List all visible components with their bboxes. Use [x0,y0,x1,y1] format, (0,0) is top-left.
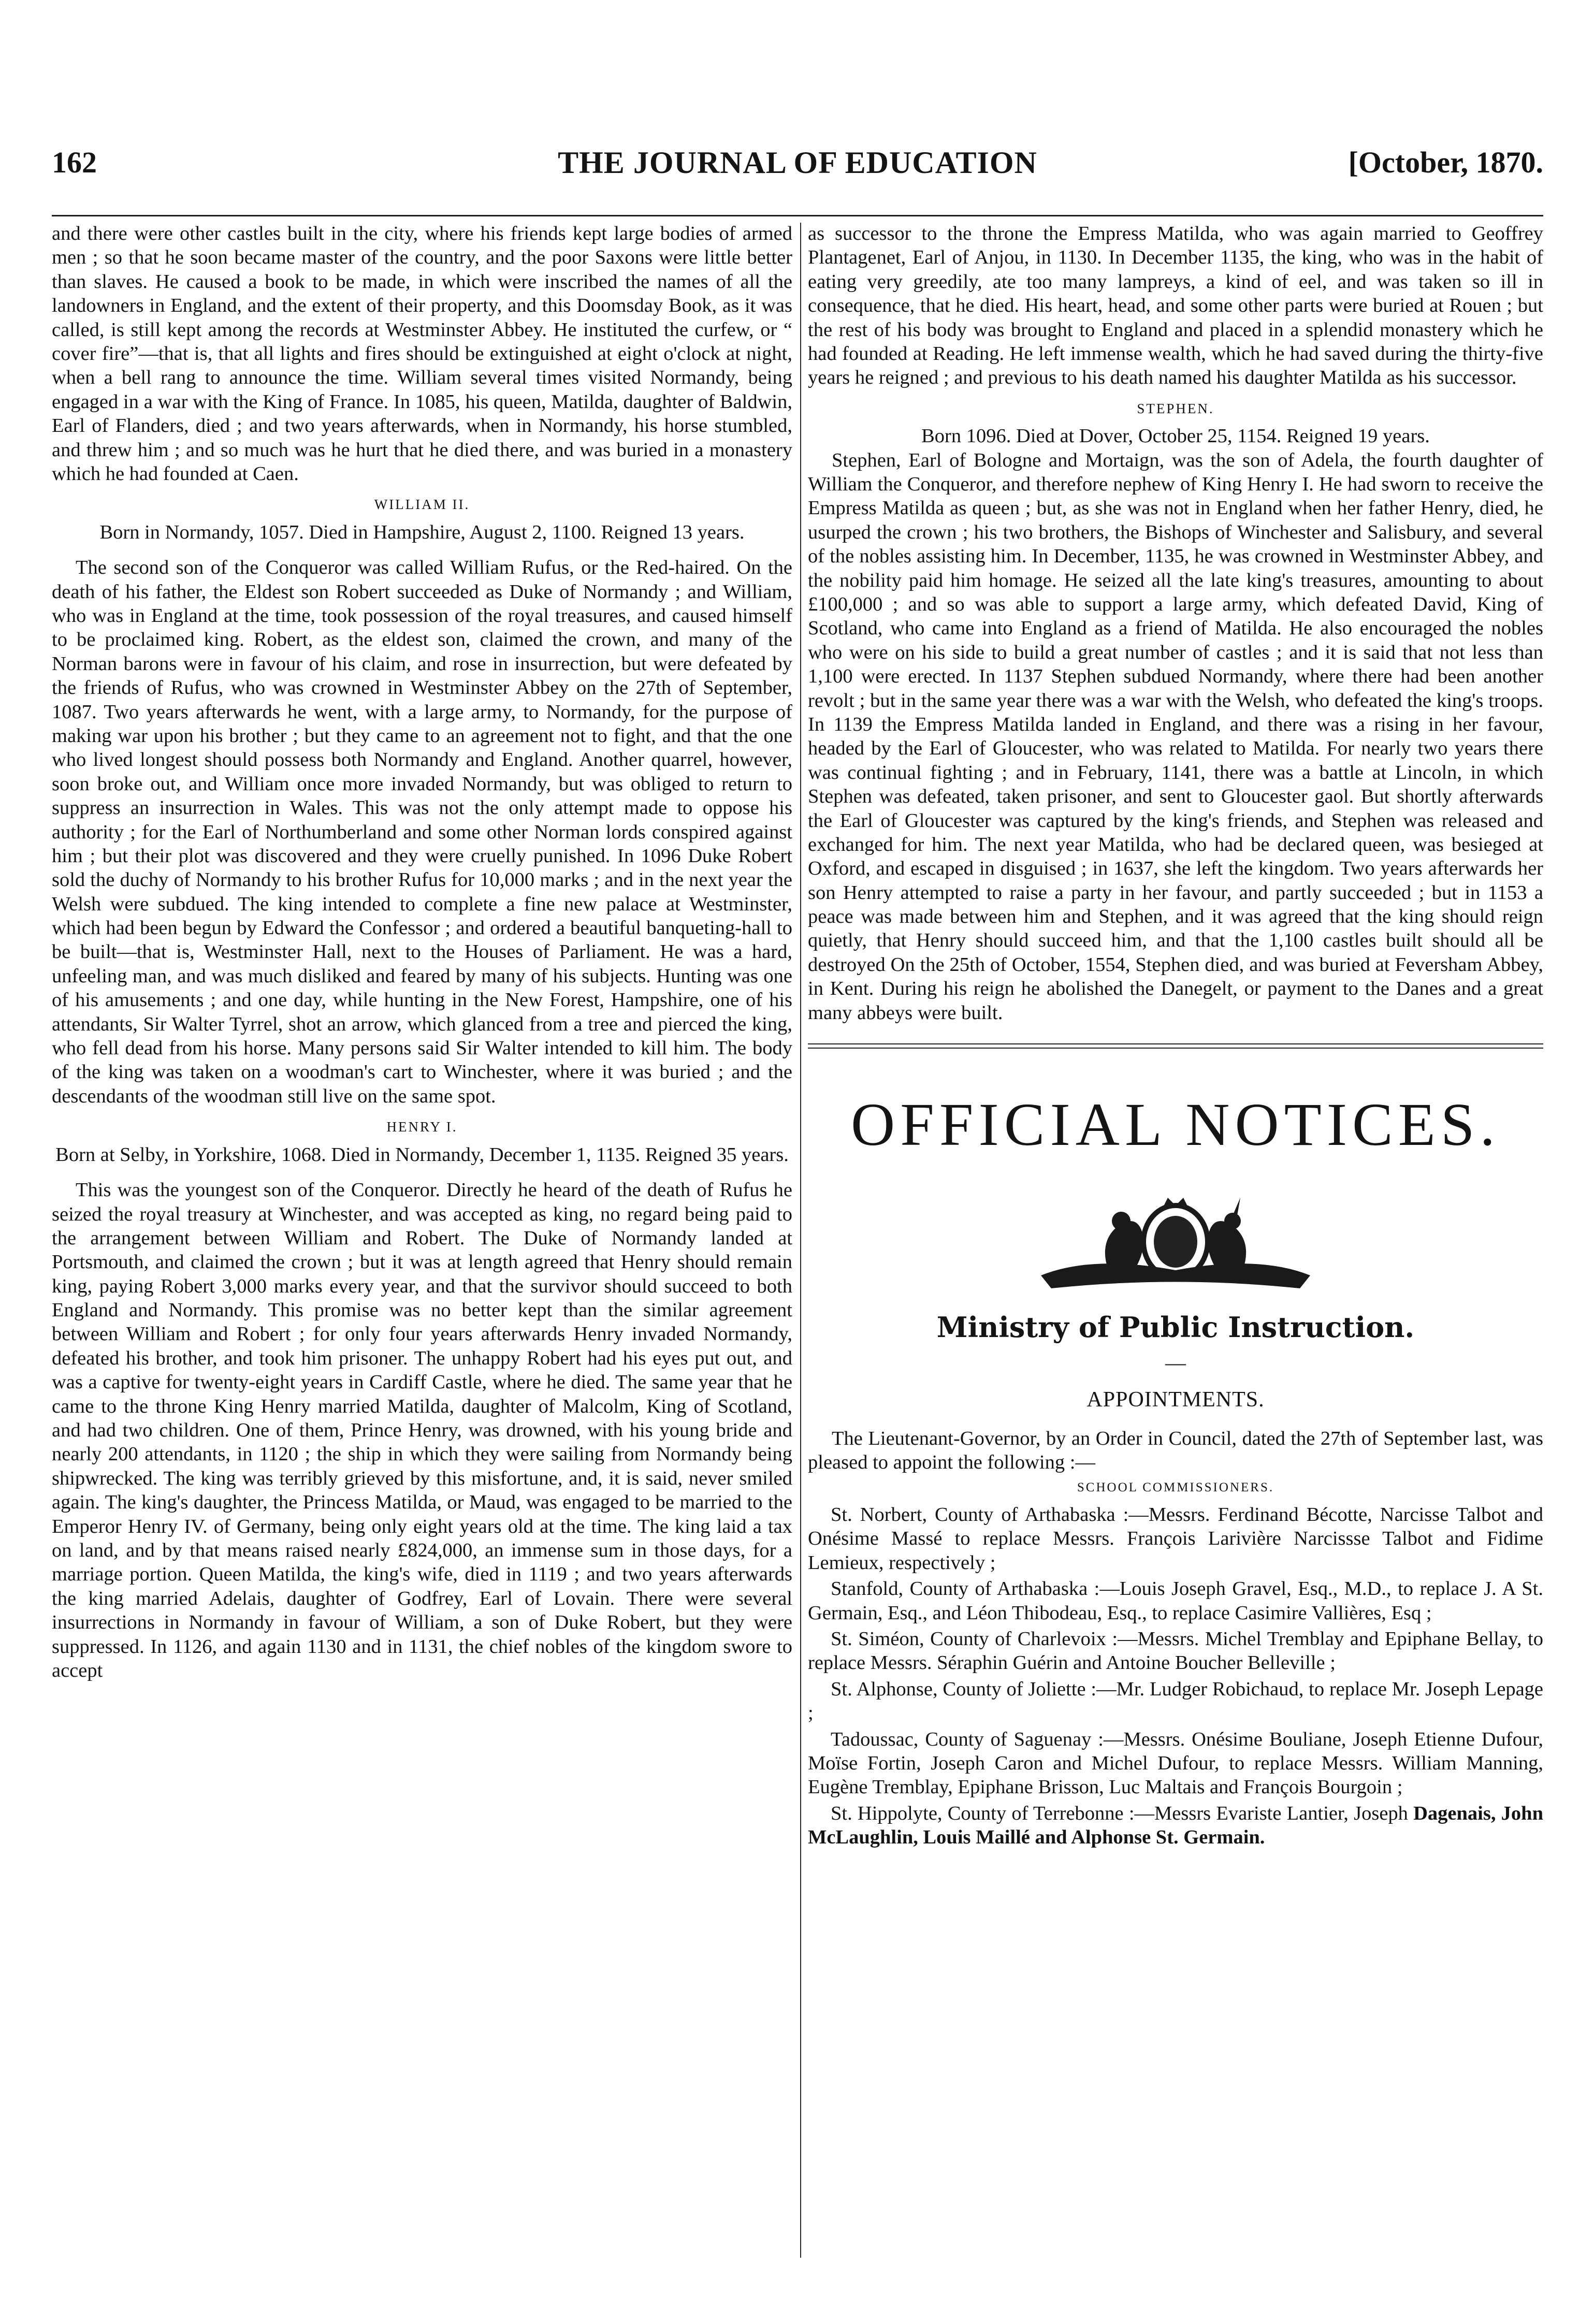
journal-title: THE JOURNAL OF EDUCATION [558,146,1037,180]
paragraph-william-ii: The second son of the Conqueror was called William Rufus, or the Red-haired. On the death of his father, the Eldest son Robert succeeded as Duke of Normandy ; and William, who was in England at the time, took possession of the royal treasures, and caused himself to be proclaimed king. Robert, as the eldest son, claimed the crown, and many of the Norman barons were in favour of his claim, and rose in insurrection, but were defeated by the friends of Rufus, who was crowned in Westminster Abbey on the 27th of September, 1087. Two years afterwards he went, with a large army, to Normandy, for the purpose of making war upon his brother ; but they came to an agreement not to fight, and that the one who lived longest should possess both Normandy and England. Another quarrel, however, soon broke out, and William once more invaded Normandy, but was obliged to return to suppress an insurrection in Wales. This was not the only attempt made to oppose his authority ; for the Earl of Northumberland and some other Norman lords conspired against him ; but their plot was discovered and they were cruelly punished. In 1096 Duke Robert sold the duchy of Normandy to his brother Rufus for 10,000 marks ; and in the next year the Welsh were subdued. The king intended to complete a fine new palace at Westminster, which had been begun by Edward the Confessor ; and ordered a beautiful banqueting-hall to be built—that is, Westminster Hall, next to the Houses of Parliament. He was a hard, unfeeling man, and was much disliked and feared by many of his subjects. Hunting was one of his amusements ; and one day, while hunting in the New Forest, Hampshire, one of his attendants, Sir Walter Tyrrel, shot an arrow, which glanced from a tree and pierced the king, who fell dead from his horse. Many persons said Sir Walter intended to kill him. The body of the king was taken on a woodman's cart to Winchester, where it was buried ; and the descendants of the woodman still live on the same spot. [52,557,792,1107]
paragraph-stephen: Stephen, Earl of Bologne and Mortaign, was the son of Adela, the fourth daughter of William the Conqueror, and therefore nephew of King Henry I. He had sworn to receive the Empress Matilda as queen ; but, as she was not in England when her father Henry, died, he usurped the crown ; his two brothers, the Bishops of Winchester and Salisbury, and several of the nobles assisting him. In December, 1135, he was crowned in Westminster Abbey, and the nobility paid him homage. He seized all the late king's treasures, amounting to about £100,000 ; and so was able to support a large army, which defeated David, King of Scotland, who came into England as a friend of Matilda. He also encouraged the nobles who were on his side to build a great number of castles ; and it is said that not less than 1,100 were erected. In 1137 Stephen subdued Normandy, where there had been another revolt ; but in the same year there was a war with the Welsh, who defeated the king's troops. In 1139 the Empress Matilda landed in England, and there was a rising in her favour, headed by the Earl of Gloucester, who was related to Matilda. For nearly two years there was continual fighting ; and in February, 1141, there was a battle at Lincoln, in which Stephen was defeated, taken prisoner, and sent to Gloucester gaol. But shortly afterwards the Earl of Gloucester was captured by the king's friends, and Stephen was released and exchanged for him. The next year Matilda, who had be declared queen, was besieged at Oxford, and escaped in disguised ; in 1637, she left the kingdom. Two years afterwards her son Henry attempted to raise a party in her favour, and partly succeeded ; but in 1153 a peace was made between him and Stephen, and it was agreed that the king should reign quietly, that Henry should succeed him, and that the 1,100 castles built should all be destroyed On the 25th of October, 1554, Stephen died, and was buried at Feversham Abbey, in Kent. During his reign he abolished the Danegelt, or payment to the Danes and a great many abbeys were built. [808,449,1543,1024]
list-item: Tadoussac, County of Saguenay :—Messrs. Onésime Bouliane, Joseph Etienne Dufour, Moïse Fortin, Joseph Caron and Michel Dufour, to replace Messrs. William Manning, Eugène Tremblay, Epiphane Brisson, Luc Maltais and François Bourgoin ; [808,1728,1543,1798]
header-rule [52,215,1543,216]
last-entry-start: St. Hippolyte, County of Terrebonne :—Messrs Evariste Lantier, Joseph [831,1802,1408,1824]
henry-i-dates: Born at Selby, in Yorkshire, 1068. Died in Normandy, December 1, 1135. Reigned 35 years. [55,1143,789,1166]
appointments-intro: The Lieutenant-Governor, by an Order in Council, dated the 27th of September last, was pleased to appoint the following :— [808,1428,1543,1474]
section-heading-stephen: STEPHEN. [1137,400,1214,416]
appointments-heading: APPOINTMENTS. [1086,1388,1265,1412]
list-item-last [808,1802,1543,1850]
list-item: St. Siméon, County of Charlevoix :—Messrs. Michel Tremblay and Epiphane Bellay, to replace Messrs. Séraphin Guérin and Antoine Boucher Belleville ; [808,1628,1543,1674]
column-divider [800,223,801,2258]
paragraph-william-conqueror-end: and there were other castles built in the city, where his friends kept large bodies of armed men ; so that he soon became master of the country, and the poor Saxons were little better than slaves. He caused a book to be made, in which were inscribed the names of all the landowners in England, and the extent of their property, and this Doomsday Book, as it was called, is still kept among the records at Westminster Abbey. He instituted the curfew, or “ cover fire”—that is, that all lights and fires should be extinguished at eight o'clock at night, when a bell rang to announce the time. William several times visited Normandy, being engaged in a war with the King of France. In 1085, his queen, Matilda, daughter of Baldwin, Earl of Flanders, died ; and two years afterwards, when in Normandy, his horse stumbled, and threw him ; and so much was he hurt that he died there, and was buried in a monastery which he had founded at Caen. [52,223,792,485]
right-column [808,222,1543,1851]
list-item: St. Alphonse, County of Joliette :—Mr. Ludger Robichaud, to replace Mr. Joseph Lepage ; [808,1678,1543,1724]
paragraph-henry-i-end: as successor to the throne the Empress Matilda, who was again married to Geoffrey Plantagenet, Earl of Anjou, in 1130. In December 1135, the king, who was in the habit of eating very greedily, ate too many lampreys, a kind of eel, and was taken so ill in consequence, that he died. His heart, head, and some other parts were buried at Rouen ; but the rest of his body was brought to England and placed in a splendid monastery which he had founded at Reading. He left immense wealth, which he had saved during the thirty-five years he reigned ; and previous to his death named his daughter Matilda as his successor. [808,223,1543,389]
notices-rule-top [808,1043,1543,1044]
ministry-heading: Ministry of Public Instruction. [936,1311,1415,1344]
stephen-dates: Born 1096. Died at Dover, October 25, 1154. Reigned 19 years. [921,425,1430,447]
paragraph-henry-i: This was the youngest son of the Conqueror. Directly he heard of the death of Rufus he seized the royal treasury at Winchester, and was accepted as king, no regard being paid to the arrangement between William and Robert. The Duke of Normandy landed at Portsmouth, and claimed the crown ; but it was at length agreed that Henry should remain king, paying Robert 3,000 marks every year, and that the survivor should succeed to both England and Normandy. This promise was no better kept than the similar agreement between William and Robert ; for only four years afterwards Henry invaded Normandy, defeated his brother, and took him prisoner. The unhappy Robert had his eyes put out, and was a captive for twenty-eight years in Cardiff Castle, where he died. The same year that he came to the throne King Henry married Matilda, daughter of Malcolm, King of Scotland, and had two children. One of them, Prince Henry, was drowned, with his young bride and nearly 200 attendants, in 1120 ; the ship in which they were sailing from Normandy being shipwrecked. The king was terribly grieved by this misfortune, and, it is said, never smiled again. The king's daughter, the Princess Matilda, or Maud, was engaged to be married to the Emperor Henry IV. of Germany, being only eight years old at the time. The king laid a tax on land, and by that means raised nearly £824,000, an immense sum in those days, for a marriage portion. Queen Matilda, the king's wife, died in 1119 ; and two years afterwards the king married Adelais, daughter of Godfrey, Earl of Lovain. There were several insurrections in Normandy in favour of William, a son of Duke Robert, but they were suppressed. In 1126, and again 1130 and in 1131, the chief nobles of the kingdom swore to accept [52,1179,792,1681]
page-number: 162 [52,146,97,179]
page-header [52,145,1543,186]
section-heading-william-ii: WILLIAM II. [374,497,470,513]
section-heading-henry-i: HENRY I. [386,1119,458,1135]
list-item: Stanfold, County of Arthabaska :—Louis Joseph Gravel, Esq., M.D., to replace J. A St. Germain, Esq., and Léon Thibodeau, Esq., to replace Casimire Vallières, Esq ; [808,1578,1543,1624]
notices-rule-bottom [808,1048,1543,1049]
william-ii-dates: Born in Normandy, 1057. Died in Hampshire, August 2, 1100. Reigned 13 years. [99,521,745,543]
separator-dash: — [1165,1351,1186,1375]
school-commissioners-heading: SCHOOL COMMISSIONERS. [1077,1480,1274,1494]
last-entry-end: Dagenais, John McLaughlin, Louis Maillé and Alphonse St. Germain. [808,1802,1544,1849]
issue-date: [October, 1870. [1348,146,1543,179]
list-item: St. Norbert, County of Arthabaska :—Messrs. Ferdinand Bécotte, Narcisse Talbot and Onésime Massé to replace Messrs. François Larivière Narcissse Talbot and Fidime Lemieux, respectively ; [808,1503,1543,1574]
official-notices-title: OFFICIAL NOTICES. [851,1091,1500,1159]
royal-coat-of-arms-icon [1031,1193,1321,1301]
left-column [52,222,792,1682]
